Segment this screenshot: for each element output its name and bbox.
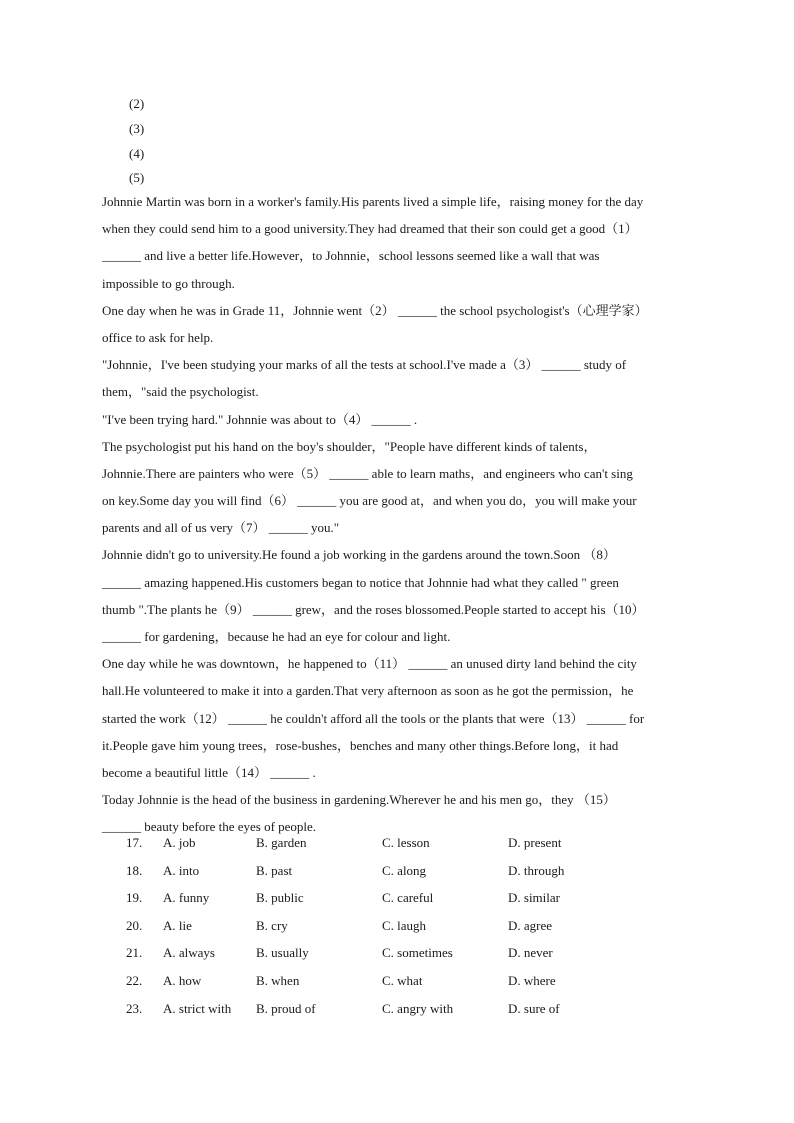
option-c: C. angry with (382, 1000, 454, 1016)
passage-line: Johnnie Martin was born in a worker's family.His parents lived a simple life，raising money for the day (102, 194, 644, 209)
option-c: C. careful (382, 890, 434, 906)
passage-line: thumb ".The plants he（9） ______ grew，and the roses blossomed.People started to accept his（10） (102, 601, 645, 617)
option-b: B. usually (256, 945, 309, 961)
passage-line: parents and all of us very（7） ______ you." (102, 520, 340, 536)
option-c: C. what (382, 972, 423, 988)
sub-item-label: (2) (129, 96, 145, 111)
option-a: A. how (163, 972, 202, 988)
passage-line: The psychologist put his hand on the boy's shoulder，"People have different kinds of talents， (102, 438, 597, 454)
option-d: D. through (508, 862, 565, 878)
option-b: B. proud of (256, 1000, 316, 1016)
option-c: C. sometimes (382, 945, 453, 961)
passage-line: "I've been trying hard." Johnnie was about to（4） ______ . (102, 411, 418, 427)
option-d: D. present (508, 835, 562, 850)
option-d: D. similar (508, 890, 560, 906)
question-number: 18. (126, 862, 143, 878)
passage-line: office to ask for help. (102, 329, 214, 345)
option-b: B. when (256, 972, 300, 988)
option-a: A. into (163, 862, 200, 878)
passage-line: Johnnie didn't go to university.He found a job working in the gardens around the town.Soon （8） (102, 547, 616, 563)
option-b: B. public (256, 890, 304, 906)
passage-line: ______ amazing happened.His customers began to notice that Johnnie had what they called " green (102, 574, 619, 590)
question-number: 20. (126, 917, 143, 933)
cloze-passage (102, 192, 694, 845)
passage-line: them，"said the psychologist. (102, 384, 259, 400)
passage-line: impossible to go through. (102, 275, 235, 291)
sub-item-label: (4) (129, 145, 145, 161)
question-number: 22. (126, 972, 143, 988)
option-c: C. lesson (382, 835, 430, 850)
question-number: 23. (126, 1000, 143, 1016)
passage-line: hall.He volunteered to make it into a garden.That very afternoon as soon as he got the permission，he (102, 683, 634, 699)
option-b: B. garden (256, 835, 307, 850)
passage-line: Today Johnnie is the head of the business in gardening.Wherever he and his men go，they （15） (102, 792, 616, 808)
option-a: A. lie (163, 917, 192, 933)
passage-line: started the work（12） ______ he couldn't afford all the tools or the plants that were（13） ______ for (102, 710, 645, 726)
option-c: C. along (382, 862, 427, 878)
option-d: D. never (508, 945, 553, 961)
sub-item-label: (5) (129, 170, 145, 186)
passage-line: One day when he was in Grade 11，Johnnie went（2） ______ the school psychologist's（心理学家） (102, 302, 648, 318)
question-number: 21. (126, 945, 143, 961)
option-a: A. job (163, 835, 196, 850)
option-b: B. past (256, 862, 293, 878)
passage-line: ______ for gardening，because he had an eye for colour and light. (102, 629, 451, 644)
passage-line: One day while he was downtown，he happened to（11） ______ an unused dirty land behind the city (102, 656, 637, 672)
option-d: D. agree (508, 917, 553, 933)
question-number: 17. (126, 835, 143, 850)
passage-line: Johnnie.There are painters who were（5） ______ able to learn maths，and engineers who can't sing (102, 465, 633, 481)
option-c: C. laugh (382, 917, 427, 933)
option-d: D. where (508, 972, 556, 988)
question-number: 19. (126, 890, 143, 906)
option-a: A. always (163, 945, 215, 961)
option-a: A. strict with (163, 1000, 232, 1016)
passage-line: it.People gave him young trees，rose-bushes，benches and many other things.Before long，it had (102, 737, 619, 753)
passage-line: ______ and live a better life.However，to Johnnie，school lessons seemed like a wall that was (102, 248, 600, 264)
passage-line: ______ beauty before the eyes of people. (102, 819, 317, 835)
passage-line: when they could send him to a good university.They had dreamed that their son could get a good（1） (102, 221, 638, 237)
passage-line: become a beautiful little（14） ______ . (102, 764, 316, 780)
passage-line: "Johnnie，I've been studying your marks of all the tests at school.I've made a（3） ______ study of (102, 357, 627, 373)
option-d: D. sure of (508, 1000, 560, 1016)
sub-item-label: (3) (129, 120, 145, 136)
option-b: B. cry (256, 917, 288, 933)
sub-item-list (129, 94, 144, 193)
option-a: A. funny (163, 890, 210, 906)
passage-line: on key.Some day you will find（6） ______ you are good at，and when you do，you will make your (102, 493, 637, 509)
